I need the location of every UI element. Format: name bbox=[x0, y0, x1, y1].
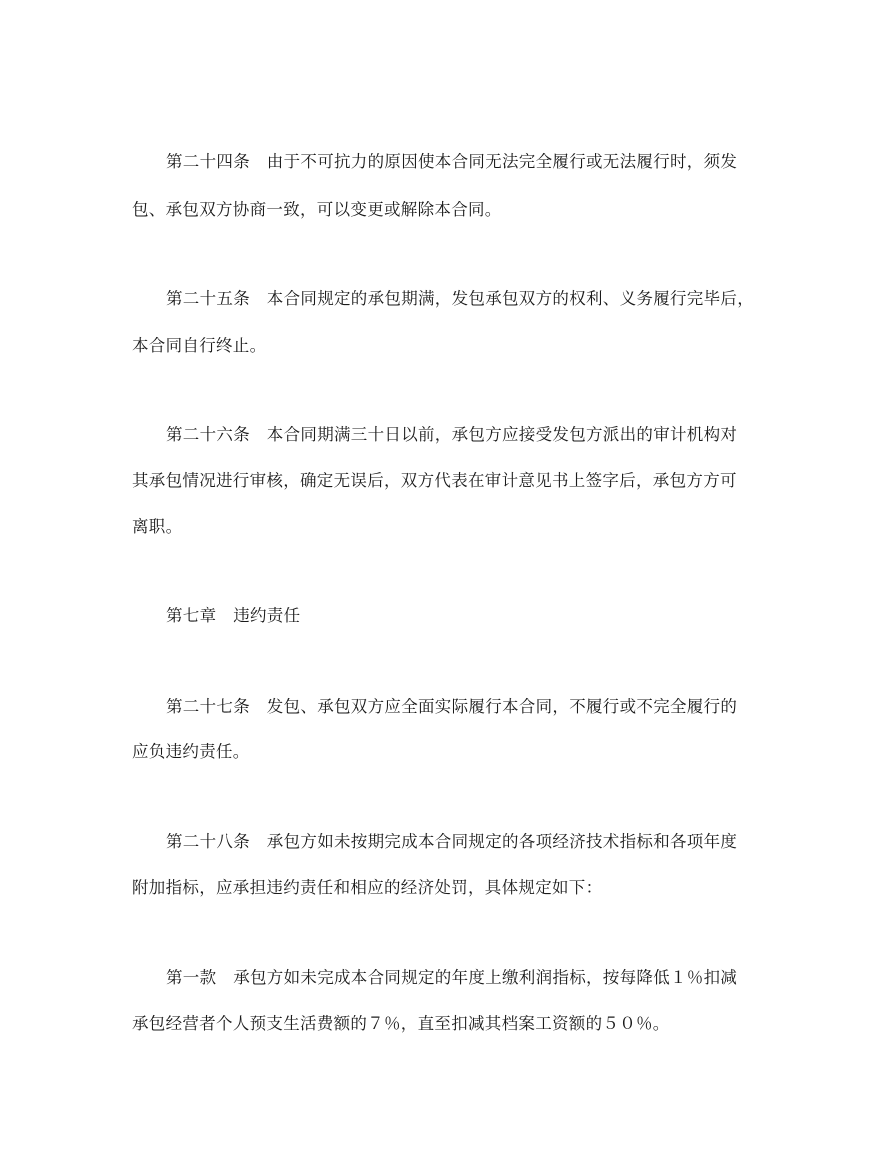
chapter-7-title: 第七章 违约责任 bbox=[166, 606, 301, 625]
article-27-line-1: 第二十七条 发包、承包双方应全面实际履行本合同，不履行或不完全履行的 bbox=[166, 697, 738, 716]
clause-1-line-1: 第一款 承包方如未完成本合同规定的年度上缴利润指标，按每降低１％扣减 bbox=[166, 968, 738, 987]
clause-1-line-2: 承包经营者个人预支生活费额的７％，直至扣减其档案工资额的５０％。 bbox=[132, 1014, 670, 1033]
article-24-line-1: 第二十四条 由于不可抗力的原因使本合同无法完全履行或无法履行时，须发 bbox=[166, 152, 738, 171]
article-26-line-1: 第二十六条 本合同期满三十日以前，承包方应接受发包方派出的审计机构对 bbox=[166, 425, 738, 444]
article-26-line-2: 其承包情况进行审核，确定无误后，双方代表在审计意见书上签字后，承包方方可 bbox=[132, 471, 737, 490]
article-25-line-1: 第二十五条 本合同规定的承包期满，发包承包双方的权利、义务履行完毕后， bbox=[166, 289, 754, 308]
article-26-line-3: 离职。 bbox=[132, 517, 183, 536]
article-24-line-2: 包、承包双方协商一致，可以变更或解除本合同。 bbox=[132, 200, 502, 219]
article-28-line-2: 附加指标，应承担违约责任和相应的经济处罚，具体规定如下： bbox=[132, 878, 603, 897]
article-28-line-1: 第二十八条 承包方如未按期完成本合同规定的各项经济技术指标和各项年度 bbox=[166, 832, 738, 851]
article-25-line-2: 本合同自行终止。 bbox=[132, 336, 267, 355]
article-27-line-2: 应负违约责任。 bbox=[132, 742, 250, 761]
